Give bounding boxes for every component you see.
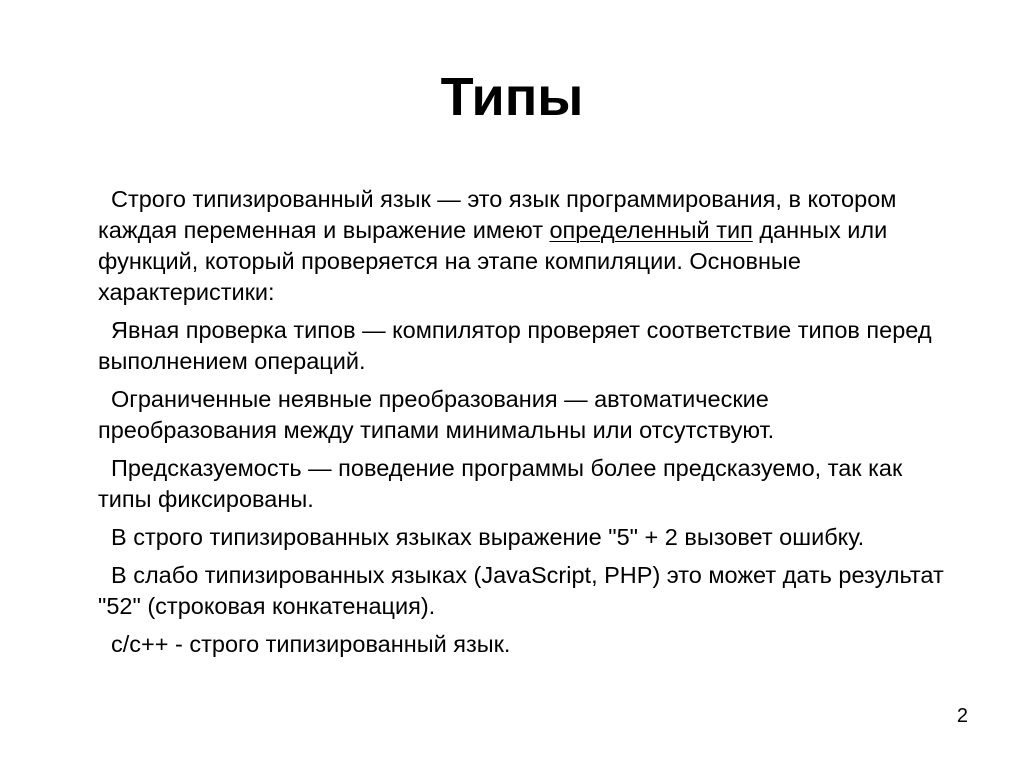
slide-body — [98, 184, 948, 667]
paragraph-explicit-type-check: Явная проверка типов — компилятор проверяет соответствие типов перед выполнением операций. — [98, 317, 932, 374]
paragraph-definition-text-end: данных или функций, который проверяется на этапе компиляции. Основные характеристики: — [98, 217, 888, 305]
paragraph-limited-implicit-conversions: Ограниченные неявные преобразования — автоматические преобразования между типами минимальны или отсутствуют. — [98, 386, 775, 443]
paragraph-strong-typing-example: В строго типизированных языках выражение "5" + 2 вызовет ошибку. — [111, 524, 865, 550]
paragraph-weak-typing-example: В слабо типизированных языках (JavaScript, PHP) это может дать результат "52" (строковая конкатенация). — [98, 562, 944, 619]
paragraph-c-cpp-note: c/c++ - строго типизированный язык. — [111, 631, 511, 657]
paragraph-definition — [98, 184, 948, 308]
paragraph-definition-text-start: Строго типизированный язык — это язык программирования, в котором каждая переменная и выражение имеют — [98, 186, 897, 243]
page-number: 2 — [956, 705, 968, 727]
defined-type-link[interactable]: определенный тип — [549, 217, 753, 243]
paragraph-predictability: Предсказуемость — поведение программы более предсказуемо, так как типы фиксированы. — [98, 455, 903, 512]
slide-title: Типы — [440, 67, 584, 127]
